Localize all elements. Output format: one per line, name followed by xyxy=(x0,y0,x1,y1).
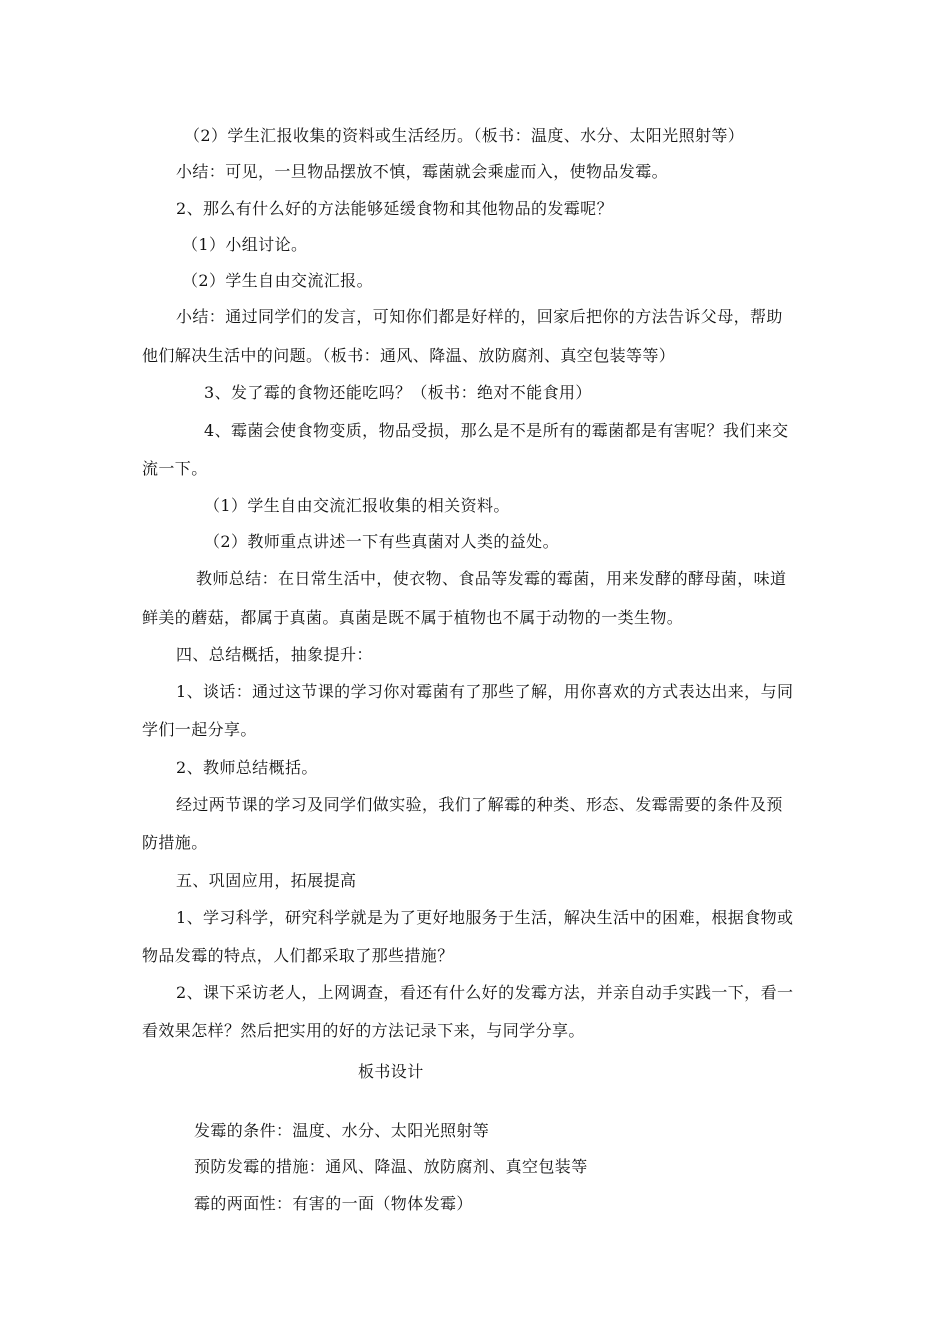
board-line-prevention: 预防发霉的措施：通风、降温、放防腐剂、真空包装等 xyxy=(194,1157,588,1176)
paragraph-line: （2）学生汇报收集的资料或生活经历。（板书：温度、水分、太阳光照射等） xyxy=(184,126,745,145)
paragraph-line: （1）学生自由交流汇报收集的相关资料。 xyxy=(204,496,510,515)
paragraph-line: 1、谈话：通过这节课的学习你对霉菌有了那些了解，用你喜欢的方式表达出来，与同 xyxy=(176,682,794,701)
paragraph-line: （2）教师重点讲述一下有些真菌对人类的益处。 xyxy=(204,532,559,551)
paragraph-line: 看效果怎样？然后把实用的好的方法记录下来，与同学分享。 xyxy=(142,1021,585,1040)
paragraph-line: 小结：通过同学们的发言，可知你们都是好样的，回家后把你的方法告诉父母，帮助 xyxy=(176,307,783,326)
paragraph-line: 2、课下采访老人，上网调查，看还有什么好的发霉方法，并亲自动手实践一下，看一 xyxy=(176,983,794,1002)
board-design-title: 板书设计 xyxy=(358,1062,424,1081)
paragraph-line: 小结：可见，一旦物品摆放不慎，霉菌就会乘虚而入，使物品发霉。 xyxy=(176,162,669,181)
board-line-two-sides: 霉的两面性：有害的一面（物体发霉） xyxy=(194,1194,473,1213)
section-heading: 五、巩固应用，拓展提高 xyxy=(176,871,357,890)
paragraph-line: 1、学习科学，研究科学就是为了更好地服务于生活，解决生活中的困难，根据食物或 xyxy=(176,908,794,927)
paragraph-line: 鲜美的蘑菇，都属于真菌。真菌是既不属于植物也不属于动物的一类生物。 xyxy=(142,608,684,627)
paragraph-line: 3、发了霉的食物还能吃吗？（板书：绝对不能食用） xyxy=(204,383,592,402)
paragraph-line: 防措施。 xyxy=(142,833,208,852)
paragraph-line: 教师总结：在日常生活中，使衣物、食品等发霉的霉菌，用来发酵的酵母菌，味道 xyxy=(196,569,787,588)
paragraph-line: 4、霉菌会使食物变质，物品受损，那么是不是所有的霉菌都是有害呢？我们来交 xyxy=(204,421,789,440)
paragraph-line: 经过两节课的学习及同学们做实验，我们了解霉的种类、形态、发霉需要的条件及预 xyxy=(176,795,783,814)
paragraph-line: 学们一起分享。 xyxy=(142,720,257,739)
paragraph-line: 他们解决生活中的问题。（板书：通风、降温、放防腐剂、真空包装等等） xyxy=(142,346,676,365)
paragraph-line: 2、教师总结概括。 xyxy=(176,758,318,777)
board-line-conditions: 发霉的条件：温度、水分、太阳光照射等 xyxy=(194,1121,490,1140)
paragraph-line: 物品发霉的特点，人们都采取了那些措施？ xyxy=(142,946,454,965)
paragraph-line: 2、那么有什么好的方法能够延缓食物和其他物品的发霉呢？ xyxy=(176,199,613,218)
section-heading: 四、总结概括，抽象提升： xyxy=(176,645,373,664)
paragraph-line: 流一下。 xyxy=(142,459,208,478)
paragraph-line: （2）学生自由交流汇报。 xyxy=(182,271,373,290)
paragraph-line: （1）小组讨论。 xyxy=(182,235,308,254)
